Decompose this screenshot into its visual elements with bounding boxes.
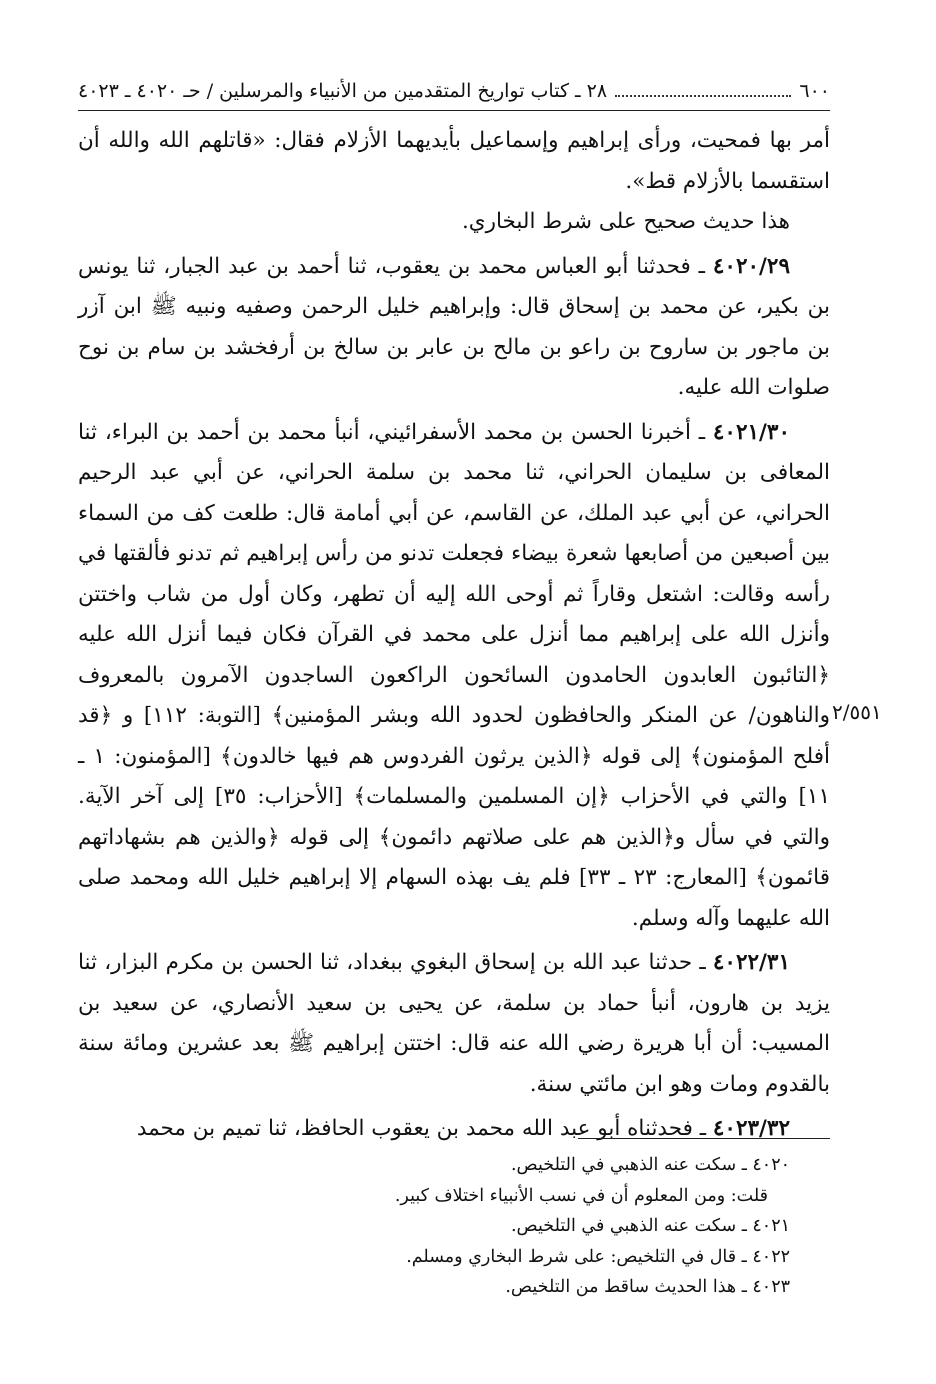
footnote-4021: ٤٠٢١ ـ سكت عنه الذهبي في التلخيص. [510, 1216, 790, 1236]
footnotes [78, 1150, 830, 1303]
hadith-4023 [78, 1109, 830, 1150]
paragraph-text: ـ فحدثناه أبو عبد الله محمد بن يعقوب الحافظ، ثنا تميم بن محمد [136, 1116, 707, 1141]
hadith-number: ٤٠٢٢/٣١ [712, 950, 790, 975]
page-number: ٦٠٠ [799, 80, 830, 102]
footnote-4020: ٤٠٢٠ ـ سكت عنه الذهبي في التلخيص. [510, 1155, 790, 1175]
running-header [78, 76, 830, 111]
footnote-separator [578, 1138, 830, 1139]
footnote-4022: ٤٠٢٢ ـ قال في التلخيص: على شرط البخاري ومسلم. [406, 1246, 790, 1267]
hadith-number: ٤٠٢٠/٢٩ [712, 253, 790, 279]
margin-volume-reference: ٢/٥٥١ [832, 700, 882, 724]
paragraph-text: أمر بها فمحيت، ورأى إبراهيم وإسماعيل بأيديهما الأزلام فقال: «قاتلهم الله والله أن استقسما بالأزلام قط». [78, 128, 830, 194]
paragraph-text: هذا حديث صحيح على شرط البخاري. [461, 209, 790, 234]
footnote-note: قلت: ومن المعلوم أن في نسب الأنبياء اختلاف كبير. [394, 1185, 768, 1206]
paragraph-text: ـ أخبرنا الحسن بن محمد الأسفرائيني، أنبأ محمد بن أحمد بن البراء، ثنا المعافى بن سليمان الحراني، ثنا محمد بن سلمة الحراني، عن أبي عبد الرحيم الحراني، عن أبي عبد الملك، عن القاسم، عن أبي أمامة قال: طلعت كف من السماء بين أصبعين من أصابعها شعرة بيضاء فجعلت تدنو من رأس إبراهيم ثم تدنو فألقتها في رأسه وقالت: اشتعل وقاراً ثم أوحى الله إليه أن تطهر، وكان أول من شاب واختتن وأنزل الله على إبراهيم مما أنزل على محمد في القرآن فكان فيما أنزل الله عليه ﴿التائبون العابدون الحامدون السائحون الراكعون الساجدون الآمرون بالمعروف والناهون/ عن المنكر والحافظون لحدود الله وبشر المؤمنين﴾ [التوبة: ١١٢] و ﴿قد أفلح المؤمنون﴾ إلى قوله ﴿الذين يرثون الفردوس هم فيها خالدون﴾ [المؤمنون: ١ ـ ١١] والتي في الأحزاب ﴿إن المسلمين والمسلمات﴾ [الأحزاب: ٣٥] إلى آخر الآية. والتي في سأل و﴿الذين هم على صلاتهم دائمون﴾ إلى قوله ﴿والذين هم بشهاداتهم قائمون﴾ [المعارج: ٢٣ ـ ٣٣] فلم يف بهذه السهام إلا إبراهيم خليل الله ومحمد صلى الله عليهما وآله وسلم. [78, 419, 830, 931]
paragraph-text: ـ فحدثنا أبو العباس محمد بن يعقوب، ثنا أحمد بن عبد الجبار، ثنا يونس بن بكير، عن محمد بن إسحاق قال: وإبراهيم خليل الرحمن وصفيه ونبيه ﷺ ابن آزر بن ماجور بن ساروح بن راعو بن مالح بن عابر بن سالخ بن أرفخشد بن سام بن نوح صلوات الله عليه. [78, 253, 830, 400]
hadith-4021 [78, 413, 830, 940]
hadith-4020 [78, 247, 830, 409]
hadith-number: ٤٠٢١/٣٠ [712, 419, 790, 445]
paragraph-continuation [78, 121, 830, 202]
header-title: ٢٨ ـ كتاب تواريخ المتقدمين من الأنبياء والمرسلين / حـ ٤٠٢٠ ـ ٤٠٢٣ [78, 80, 608, 102]
main-text [78, 121, 830, 1150]
paragraph-verdict [78, 202, 830, 243]
page [78, 76, 830, 1150]
paragraph-text: ـ حدثنا عبد الله بن إسحاق البغوي ببغداد، ثنا الحسن بن مكرم البزار، ثنا يزيد بن هارون، أنبأ حماد بن سلمة، عن يحيى بن سعيد الأنصاري، عن سعيد بن المسيب: أن أبا هريرة رضي الله عنه قال: اختتن إبراهيم ﷺ بعد عشرين ومائة سنة بالقدوم ومات وهو ابن مائتي سنة. [78, 950, 830, 1097]
hadith-4022 [78, 943, 830, 1105]
header-dot-leader [615, 94, 791, 97]
hadith-number: ٤٠٢٣/٣٢ [712, 1116, 790, 1141]
footnote-4023: ٤٠٢٣ ـ هذا الحديث ساقط من التلخيص. [505, 1277, 790, 1297]
